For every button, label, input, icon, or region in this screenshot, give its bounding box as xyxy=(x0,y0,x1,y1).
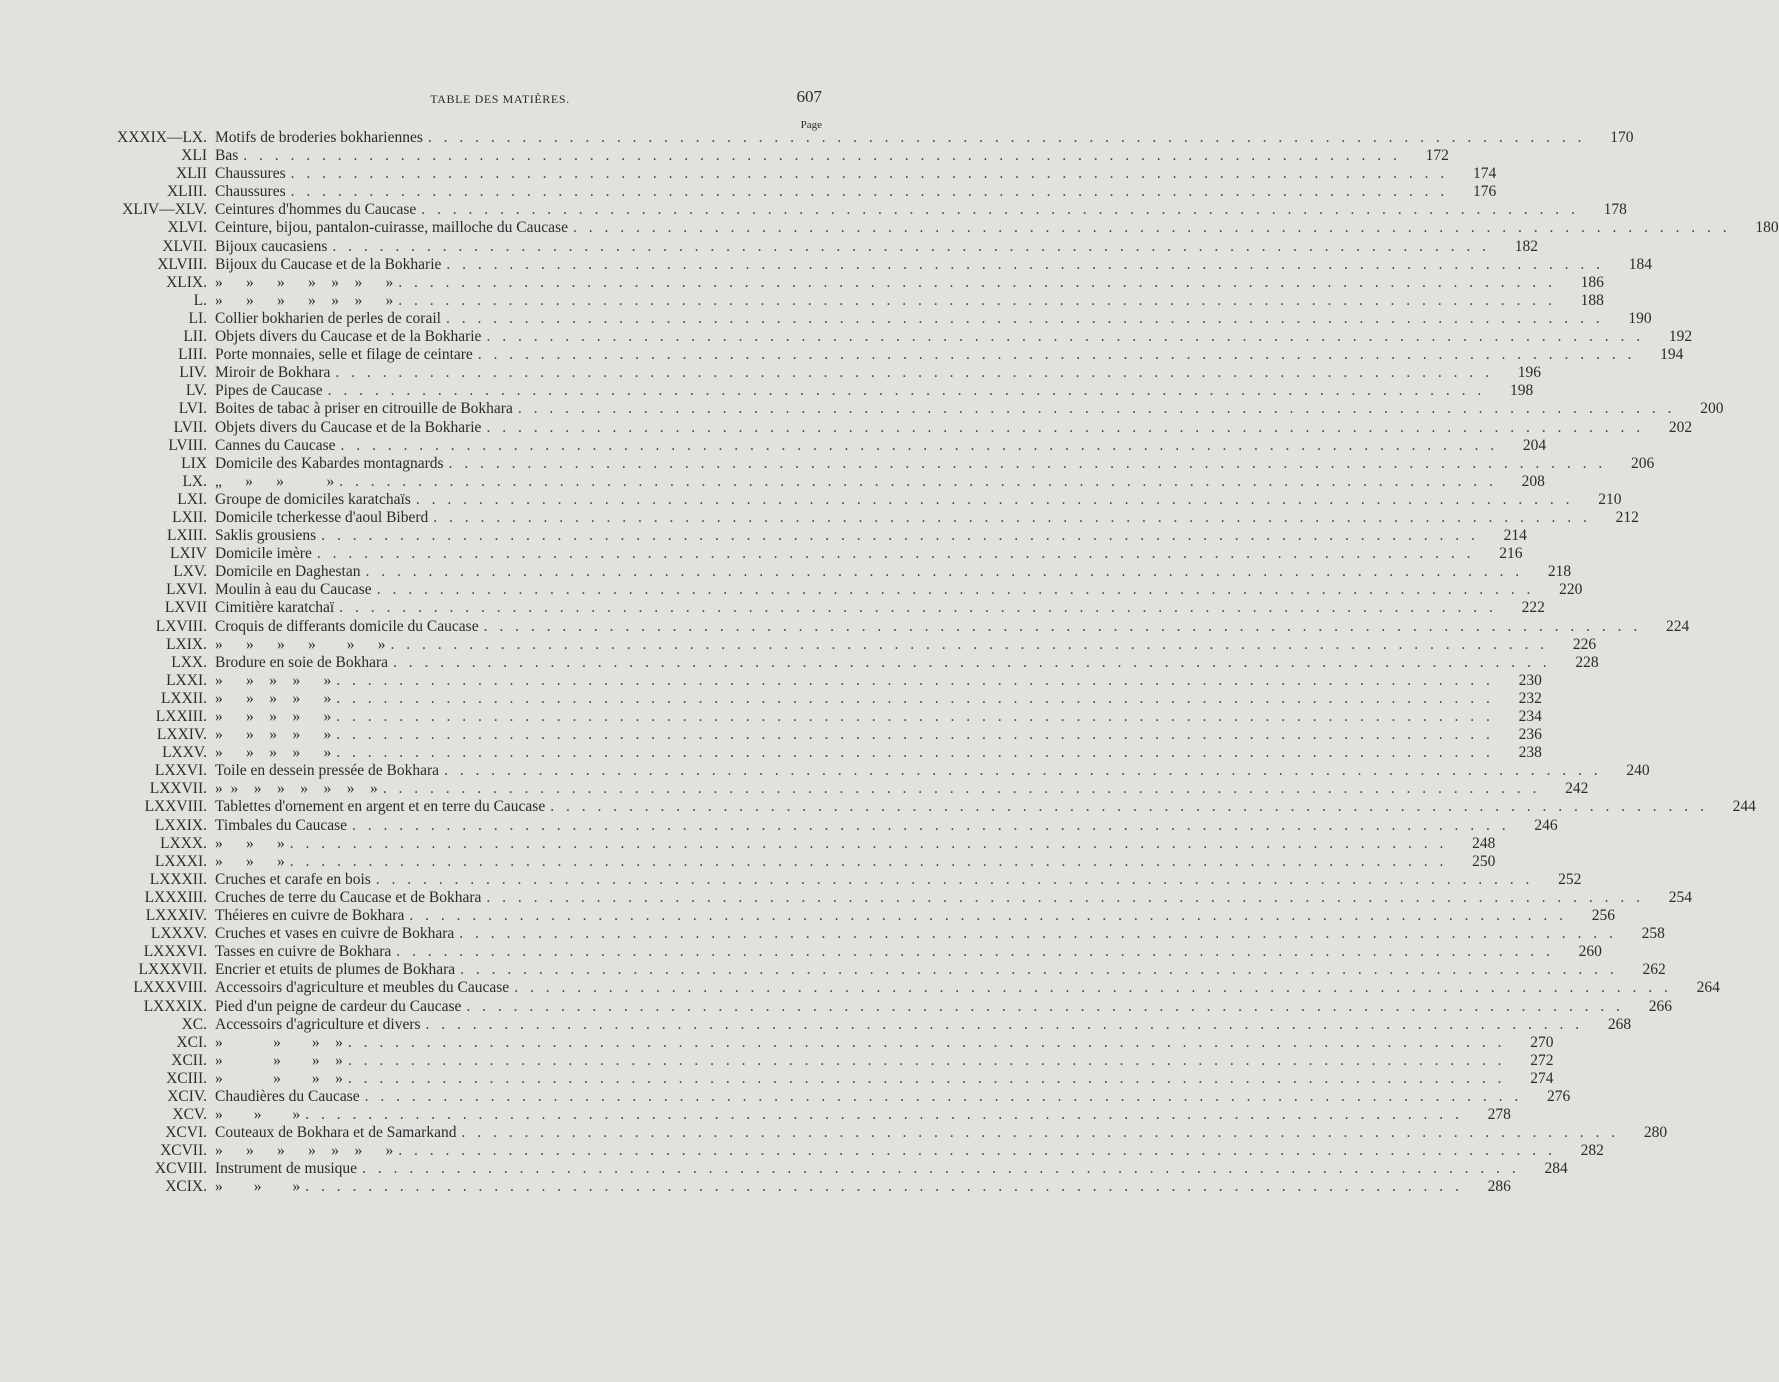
toc-entry xyxy=(100,961,1666,979)
entry-page-number: 272 xyxy=(1530,1051,1554,1069)
toc-entry xyxy=(100,708,1542,726)
entry-page-number: 170 xyxy=(1610,129,1634,146)
dot-leader: . . . . . . . . . . . . . . . . . . . . . . . . . . . . . . . . . . . . . . . . . . . . . . . . . . . . . . . . . . . . . . . . . . . . . . . . . . xyxy=(398,1142,1556,1160)
toc-entry xyxy=(100,1051,1554,1070)
entry-title: Ceintures d'hommes du Caucase xyxy=(215,201,417,219)
entry-title: Porte monnaies, selle et filage de ceintare xyxy=(215,346,473,364)
toc-entry xyxy=(100,726,1542,744)
plate-number: LXXIX. xyxy=(154,816,207,834)
entry-title: » » » xyxy=(215,1178,301,1196)
dot-leader: . . . . . . . . . . . . . . . . . . . . . . . . . . . . . . . . . . . . . . . . . . . . . . . . . . . . . . . . . . . . . . . . . . . . . . . . . . xyxy=(336,689,1494,707)
entry-title: Ceinture, bijou, pantalon-cuirasse, mailloche du Caucase xyxy=(215,219,568,237)
toc-entry xyxy=(100,328,1693,346)
entry-page-number: 186 xyxy=(1580,273,1604,291)
toc-entry xyxy=(100,870,1582,889)
entry-title: Accessoirs d'agriculture et divers xyxy=(215,1015,421,1033)
entry-title: Moulin à eau du Caucase xyxy=(215,581,372,599)
plate-number: LXXXV. xyxy=(150,925,207,943)
plate-number: LXXXI. xyxy=(154,852,207,870)
entry-title: » » » » » xyxy=(215,744,332,762)
plate-number: LXXV. xyxy=(162,744,207,762)
entry-title: Cannes du Caucase xyxy=(215,436,336,454)
toc-entry xyxy=(100,671,1542,690)
entry-page-number: 192 xyxy=(1668,328,1693,346)
plate-number: LXX. xyxy=(171,653,207,671)
plate-number: LXI. xyxy=(177,490,207,508)
entry-page-number: 282 xyxy=(1580,1142,1604,1160)
entry-page-number: 270 xyxy=(1530,1033,1554,1051)
toc-entry xyxy=(100,545,1523,563)
toc-entry xyxy=(100,364,1541,382)
toc-entry xyxy=(100,798,1756,816)
entry-title: Groupe de domiciles karatchaïs xyxy=(215,490,411,508)
entry-page-number: 240 xyxy=(1626,762,1650,780)
plate-number: LXIX. xyxy=(166,635,207,653)
plate-number: XLI xyxy=(181,147,207,165)
toc-entry xyxy=(100,689,1542,708)
dot-leader: . . . . . . . . . . . . . . . . . . . . . . . . . . . . . . . . . . . . . . . . . . . . . . . . . . . . . . . . . . . . . . . . . . . . . . . . . . xyxy=(336,726,1494,744)
entry-title: Bas xyxy=(215,147,239,165)
entry-title: Domicile tcherkesse d'aoul Biberd xyxy=(215,508,429,526)
entry-page-number: 204 xyxy=(1522,436,1547,454)
plate-number: LXXIV. xyxy=(156,726,207,744)
plate-number: XLII xyxy=(176,165,207,183)
toc-entry xyxy=(100,925,1665,943)
plate-number: LXXVIII. xyxy=(144,798,207,816)
entry-page-number: 228 xyxy=(1575,653,1599,671)
toc-entry xyxy=(100,527,1527,545)
dot-leader: . . . . . . . . . . . . . . . . . . . . . . . . . . . . . . . . . . . . . . . . . . . . . . . . . . . . . . . . . . . . . . . . . . . . . . . . . . xyxy=(352,816,1510,834)
entry-page-number: 242 xyxy=(1565,780,1589,798)
dot-leader: . . . . . . . . . . . . . . . . . . . . . . . . . . . . . . . . . . . . . . . . . . . . . . . . . . . . . . . . . . . . . . . . . . . . . . . . . . xyxy=(305,1106,1463,1124)
dot-leader: . . . . . . . . . . . . . . . . . . . . . . . . . . . . . . . . . . . . . . . . . . . . . . . . . . . . . . . . . . . . . . . . . . . . . . . . . . xyxy=(448,454,1607,472)
entry-title: Motifs de broderies bokhariennes xyxy=(215,129,423,146)
toc-entry xyxy=(100,816,1558,835)
toc-entry xyxy=(100,943,1602,961)
plate-number: LIII. xyxy=(178,346,207,364)
entry-page-number: 214 xyxy=(1503,527,1527,545)
dot-leader: . . . . . . . . . . . . . . . . . . . . . . . . . . . . . . . . . . . . . . . . . . . . . . . . . . . . . . . . . . . . . . . . . . . . . . . . . . xyxy=(477,346,1636,364)
entry-title: Cruches de terre du Caucase et de Bokhara xyxy=(215,888,482,906)
entry-page-number: 172 xyxy=(1425,147,1449,165)
entry-page-number: 194 xyxy=(1660,346,1684,364)
toc-entry xyxy=(100,599,1545,617)
plate-number: LXXII. xyxy=(160,689,207,707)
plate-number: LXXVI. xyxy=(154,762,207,780)
entry-title: Instrument de musique xyxy=(215,1160,358,1178)
dot-leader: . . . . . . . . . . . . . . . . . . . . . . . . . . . . . . . . . . . . . . . . . . . . . . . . . . . . . . . . . . . . . . . . . . . . . . . . . . xyxy=(460,961,1618,979)
plate-number: XLIII. xyxy=(166,183,207,201)
entry-title: Tablettes d'ornement en argent et en terre du Caucase xyxy=(215,798,546,816)
entry-page-number: 174 xyxy=(1472,165,1497,183)
entry-page-number: 232 xyxy=(1518,689,1542,707)
entry-title: Objets divers du Caucase et de la Bokharie xyxy=(215,328,482,346)
plate-number: LXXXII. xyxy=(149,870,207,888)
dot-leader: . . . . . . . . . . . . . . . . . . . . . . . . . . . . . . . . . . . . . . . . . . . . . . . . . . . . . . . . . . . . . . . . . . . . . . . . . . xyxy=(444,762,1602,780)
entry-title: » » » xyxy=(215,852,285,870)
plate-number: LXV. xyxy=(173,563,207,581)
entry-title: Encrier et etuits de plumes de Bokhara xyxy=(215,961,456,979)
toc-entry xyxy=(100,418,1693,437)
entry-title: » » » » » » » xyxy=(215,291,394,309)
dot-leader: . . . . . . . . . . . . . . . . . . . . . . . . . . . . . . . . . . . . . . . . . . . . . . . . . . . . . . . . . . . . . . . . . . . . . . . . . . xyxy=(514,979,1672,997)
plate-number: LXXI. xyxy=(166,671,207,689)
toc-entry xyxy=(100,997,1673,1016)
entry-title: Saklis grousiens xyxy=(215,527,317,545)
toc-entry xyxy=(100,744,1542,762)
toc-entry xyxy=(100,1015,1632,1034)
plate-number: LXIII. xyxy=(166,527,207,545)
toc-entry xyxy=(100,291,1604,310)
toc-entry xyxy=(100,762,1650,780)
toc-entry xyxy=(100,219,1779,237)
dot-leader: . . . . . . . . . . . . . . . . . . . . . . . . . . . . . . . . . . . . . . . . . . . . . . . . . . . . . . . . . . . . . . . . . . . . . . . . . . xyxy=(347,1051,1506,1069)
toc-entry xyxy=(100,834,1496,853)
toc-entry xyxy=(100,780,1589,798)
plate-number: LVII. xyxy=(173,418,207,436)
dot-leader: . . . . . . . . . . . . . . . . . . . . . . . . . . . . . . . . . . . . . . . . . . . . . . . . . . . . . . . . . . . . . . . . . . . . . . . . . . xyxy=(332,237,1490,255)
plate-number: XCIII. xyxy=(166,1069,207,1087)
entry-title: » » » xyxy=(215,1106,301,1124)
dot-leader: . . . . . . . . . . . . . . . . . . . . . . . . . . . . . . . . . . . . . . . . . . . . . . . . . . . . . . . . . . . . . . . . . . . . . . . . . . xyxy=(398,273,1556,291)
dot-leader: . . . . . . . . . . . . . . . . . . . . . . . . . . . . . . . . . . . . . . . . . . . . . . . . . . . . . . . . . . . . . . . . . . . . . . . . . . xyxy=(365,563,1524,581)
table-of-contents xyxy=(100,129,1779,1197)
plate-number: LII. xyxy=(183,328,207,346)
entry-title: Domicile des Kabardes montagnards xyxy=(215,454,444,472)
toc-entry xyxy=(100,1087,1571,1106)
dot-leader: . . . . . . . . . . . . . . . . . . . . . . . . . . . . . . . . . . . . . . . . . . . . . . . . . . . . . . . . . . . . . . . . . . . . . . . . . . xyxy=(517,400,1676,418)
page-number: 607 xyxy=(796,87,822,106)
toc-entry xyxy=(100,201,1627,219)
plate-number: LXVI. xyxy=(166,581,207,599)
entry-title: » » » » » » » xyxy=(215,273,394,291)
plate-number: LV. xyxy=(185,382,207,400)
entry-page-number: 252 xyxy=(1558,870,1582,888)
dot-leader: . . . . . . . . . . . . . . . . . . . . . . . . . . . . . . . . . . . . . . . . . . . . . . . . . . . . . . . . . . . . . . . . . . . . . . . . . . xyxy=(289,834,1448,852)
toc-entry xyxy=(100,581,1583,599)
dot-leader: . . . . . . . . . . . . . . . . . . . . . . . . . . . . . . . . . . . . . . . . . . . . . . . . . . . . . . . . . . . . . . . . . . . . . . . . . . xyxy=(461,1124,1620,1142)
dot-leader: . . . . . . . . . . . . . . . . . . . . . . . . . . . . . . . . . . . . . . . . . . . . . . . . . . . . . . . . . . . . . . . . . . . . . . . . . . xyxy=(572,219,1731,237)
toc-entry xyxy=(100,454,1655,473)
dot-leader: . . . . . . . . . . . . . . . . . . . . . . . . . . . . . . . . . . . . . . . . . . . . . . . . . . . . . . . . . . . . . . . . . . . . . . . . . . xyxy=(550,798,1708,816)
entry-title: » » » » » xyxy=(215,708,332,725)
entry-title: Bijoux caucasiens xyxy=(215,237,328,255)
entry-title: Pipes de Caucase xyxy=(215,382,323,400)
dot-leader: . . . . . . . . . . . . . . . . . . . . . . . . . . . . . . . . . . . . . . . . . . . . . . . . . . . . . . . . . . . . . . . . . . . . . . . . . . xyxy=(336,744,1494,762)
entry-page-number: 278 xyxy=(1487,1106,1511,1124)
entry-page-number: 280 xyxy=(1643,1124,1668,1142)
entry-page-number: 234 xyxy=(1518,708,1542,725)
entry-title: Domicile en Daghestan xyxy=(215,563,361,581)
dot-leader: . . . . . . . . . . . . . . . . . . . . . . . . . . . . . . . . . . . . . . . . . . . . . . . . . . . . . . . . . . . . . . . . . . . . . . . . . . xyxy=(376,581,1535,599)
entry-page-number: 184 xyxy=(1628,255,1653,273)
entry-title: Brodure en soie de Bokhara xyxy=(215,653,389,671)
toc-entry xyxy=(100,1033,1554,1052)
toc-entry xyxy=(100,400,1724,418)
entry-title: » » » » » xyxy=(215,726,332,744)
entry-page-number: 190 xyxy=(1628,309,1652,327)
dot-leader: . . . . . . . . . . . . . . . . . . . . . . . . . . . . . . . . . . . . . . . . . . . . . . . . . . . . . . . . . . . . . . . . . . . . . . . . . . xyxy=(290,165,1449,183)
entry-page-number: 256 xyxy=(1591,907,1615,925)
plate-number: LX. xyxy=(182,472,207,490)
toc-entry xyxy=(100,1160,1568,1178)
dot-leader: . . . . . . . . . . . . . . . . . . . . . . . . . . . . . . . . . . . . . . . . . . . . . . . . . . . . . . . . . . . . . . . . . . . . . . . . . . xyxy=(486,888,1645,906)
toc-entry xyxy=(100,255,1653,274)
entry-page-number: 274 xyxy=(1530,1069,1554,1087)
plate-number: XLIX. xyxy=(166,273,207,291)
plate-number: XCV. xyxy=(172,1106,207,1124)
entry-title: Chaussures xyxy=(215,183,286,201)
entry-page-number: 260 xyxy=(1578,943,1602,961)
entry-title: » » » » » » xyxy=(215,635,386,653)
entry-page-number: 200 xyxy=(1700,400,1724,418)
toc-entry xyxy=(100,1069,1554,1088)
entry-title: » » » » xyxy=(215,1069,343,1087)
plate-number: LXXXIV. xyxy=(145,907,207,925)
entry-title: Bijoux du Caucase et de la Bokharie xyxy=(215,255,442,273)
dot-leader: . . . . . . . . . . . . . . . . . . . . . . . . . . . . . . . . . . . . . . . . . . . . . . . . . . . . . . . . . . . . . . . . . . . . . . . . . . xyxy=(382,780,1541,798)
plate-number: LXXIII. xyxy=(155,708,207,725)
dot-leader: . . . . . . . . . . . . . . . . . . . . . . . . . . . . . . . . . . . . . . . . . . . . . . . . . . . . . . . . . . . . . . . . . . . . . . . . . . xyxy=(393,653,1551,671)
dot-leader: . . . . . . . . . . . . . . . . . . . . . . . . . . . . . . . . . . . . . . . . . . . . . . . . . . . . . . . . . . . . . . . . . . . . . . . . . . xyxy=(396,943,1554,961)
dot-leader: . . . . . . . . . . . . . . . . . . . . . . . . . . . . . . . . . . . . . . . . . . . . . . . . . . . . . . . . . . . . . . . . . . . . . . . . . . xyxy=(340,436,1499,454)
entry-page-number: 254 xyxy=(1668,888,1693,906)
entry-title: „ » » » xyxy=(215,472,335,490)
dot-leader: . . . . . . . . . . . . . . . . . . . . . . . . . . . . . . . . . . . . . . . . . . . . . . . . . . . . . . . . . . . . . . . . . . . . . . . . . . xyxy=(466,997,1625,1015)
plate-number: XCIV. xyxy=(167,1087,207,1105)
page-column-label: Page xyxy=(800,119,822,131)
dot-leader: . . . . . . . . . . . . . . . . . . . . . . . . . . . . . . . . . . . . . . . . . . . . . . . . . . . . . . . . . . . . . . . . . . . . . . . . . . xyxy=(362,1160,1520,1178)
entry-page-number: 180 xyxy=(1755,219,1779,237)
dot-leader: . . . . . . . . . . . . . . . . . . . . . . . . . . . . . . . . . . . . . . . . . . . . . . . . . . . . . . . . . . . . . . . . . . . . . . . . . . xyxy=(289,852,1448,870)
entry-title: Toile en dessein pressée de Bokhara xyxy=(215,762,440,780)
toc-entry xyxy=(100,309,1652,328)
entry-title: Collier bokharien de perles de corail xyxy=(215,309,441,327)
plate-number: XCVI. xyxy=(165,1124,207,1142)
entry-title: Cruches et carafe en bois xyxy=(215,870,371,888)
dot-leader: . . . . . . . . . . . . . . . . . . . . . . . . . . . . . . . . . . . . . . . . . . . . . . . . . . . . . . . . . . . . . . . . . . . . . . . . . . xyxy=(459,925,1617,943)
entry-page-number: 230 xyxy=(1518,671,1542,689)
entry-page-number: 244 xyxy=(1732,798,1756,816)
entry-title: Chaussures xyxy=(215,165,286,183)
plate-number: LXXX. xyxy=(160,834,207,852)
plate-number: XCVII. xyxy=(160,1142,207,1160)
entry-page-number: 236 xyxy=(1518,726,1542,744)
toc-entry xyxy=(100,617,1690,636)
entry-title: Boites de tabac à priser en citrouille de Bokhara xyxy=(215,400,513,418)
toc-entry xyxy=(100,635,1597,654)
dot-leader: . . . . . . . . . . . . . . . . . . . . . . . . . . . . . . . . . . . . . . . . . . . . . . . . . . . . . . . . . . . . . . . . . . . . . . . . . . xyxy=(290,183,1449,201)
toc-entry xyxy=(100,183,1497,201)
dot-leader: . . . . . . . . . . . . . . . . . . . . . . . . . . . . . . . . . . . . . . . . . . . . . . . . . . . . . . . . . . . . . . . . . . . . . . . . . . xyxy=(336,708,1494,725)
entry-title: Accessoirs d'agriculture et meubles du Caucase xyxy=(215,979,510,997)
entry-page-number: 226 xyxy=(1572,635,1597,653)
toc-entry xyxy=(100,490,1622,509)
entry-page-number: 206 xyxy=(1630,454,1655,472)
toc-entry xyxy=(100,346,1684,364)
entry-page-number: 258 xyxy=(1641,925,1665,943)
entry-title: Chaudières du Caucase xyxy=(215,1087,360,1105)
entry-title: » » » » » » » xyxy=(215,1142,394,1160)
plate-number: XLIV—XLV. xyxy=(122,201,207,219)
plate-number: LXVII xyxy=(164,599,207,617)
entry-title: Timbales du Caucase xyxy=(215,816,348,834)
plate-number: LIX xyxy=(181,454,207,472)
toc-entry xyxy=(100,237,1538,256)
plate-number: LXVIII. xyxy=(155,617,207,635)
toc-entry xyxy=(100,1106,1511,1124)
dot-leader: . . . . . . . . . . . . . . . . . . . . . . . . . . . . . . . . . . . . . . . . . . . . . . . . . . . . . . . . . . . . . . . . . . . . . . . . . . xyxy=(486,418,1645,436)
plate-number: LVIII. xyxy=(168,436,207,454)
plate-number: XCIX. xyxy=(165,1178,207,1196)
plate-number: LXXXIX. xyxy=(143,997,207,1015)
entry-page-number: 262 xyxy=(1642,961,1666,979)
toc-entry xyxy=(100,147,1449,165)
toc-entry xyxy=(100,979,1720,997)
dot-leader: . . . . . . . . . . . . . . . . . . . . . . . . . . . . . . . . . . . . . . . . . . . . . . . . . . . . . . . . . . . . . . . . . . . . . . . . . . xyxy=(446,255,1605,273)
toc-entry xyxy=(100,273,1604,292)
dot-leader: . . . . . . . . . . . . . . . . . . . . . . . . . . . . . . . . . . . . . . . . . . . . . . . . . . . . . . . . . . . . . . . . . . . . . . . . . . xyxy=(409,907,1567,925)
entry-title: Cruches et vases en cuivre de Bokhara xyxy=(215,925,455,943)
dot-leader: . . . . . . . . . . . . . . . . . . . . . . . . . . . . . . . . . . . . . . . . . . . . . . . . . . . . . . . . . . . . . . . . . . . . . . . . . . xyxy=(375,870,1534,888)
entry-page-number: 264 xyxy=(1696,979,1720,997)
entry-page-number: 196 xyxy=(1517,364,1541,382)
plate-number: XLVI. xyxy=(167,219,207,237)
dot-leader: . . . . . . . . . . . . . . . . . . . . . . . . . . . . . . . . . . . . . . . . . . . . . . . . . . . . . . . . . . . . . . . . . . . . . . . . . . xyxy=(433,508,1591,526)
plate-number: LVI. xyxy=(178,400,207,418)
entry-page-number: 208 xyxy=(1521,472,1545,490)
plate-number: LXIV xyxy=(169,545,207,563)
dot-leader: . . . . . . . . . . . . . . . . . . . . . . . . . . . . . . . . . . . . . . . . . . . . . . . . . . . . . . . . . . . . . . . . . . . . . . . . . . xyxy=(305,1178,1463,1196)
dot-leader: . . . . . . . . . . . . . . . . . . . . . . . . . . . . . . . . . . . . . . . . . . . . . . . . . . . . . . . . . . . . . . . . . . . . . . . . . . xyxy=(316,545,1475,563)
dot-leader: . . . . . . . . . . . . . . . . . . . . . . . . . . . . . . . . . . . . . . . . . . . . . . . . . . . . . . . . . . . . . . . . . . . . . . . . . . xyxy=(243,147,1401,165)
plate-number: LXXXVIII. xyxy=(133,979,207,997)
dot-leader: . . . . . . . . . . . . . . . . . . . . . . . . . . . . . . . . . . . . . . . . . . . . . . . . . . . . . . . . . . . . . . . . . . . . . . . . . . xyxy=(425,1015,1584,1033)
entry-page-number: 178 xyxy=(1603,201,1627,219)
dot-leader: . . . . . . . . . . . . . . . . . . . . . . . . . . . . . . . . . . . . . . . . . . . . . . . . . . . . . . . . . . . . . . . . . . . . . . . . . . xyxy=(398,291,1556,309)
entry-title: Couteaux de Bokhara et de Samarkand xyxy=(215,1124,457,1142)
entry-page-number: 284 xyxy=(1544,1160,1568,1178)
entry-title: » » » » » » » » xyxy=(215,780,378,798)
toc-entry xyxy=(100,129,1634,147)
plate-number: XCVIII. xyxy=(154,1160,207,1178)
plate-number: XXXIX—LX. xyxy=(117,129,207,146)
entry-title: Pied d'un peigne de cardeur du Caucase xyxy=(215,997,462,1015)
entry-page-number: 176 xyxy=(1472,183,1497,201)
dot-leader: . . . . . . . . . . . . . . . . . . . . . . . . . . . . . . . . . . . . . . . . . . . . . . . . . . . . . . . . . . . . . . . . . . . . . . . . . . xyxy=(415,490,1574,508)
entry-title: » » » » xyxy=(215,1033,343,1051)
toc-entry xyxy=(100,653,1599,672)
entry-page-number: 268 xyxy=(1607,1015,1632,1033)
entry-page-number: 246 xyxy=(1534,816,1558,834)
entry-page-number: 198 xyxy=(1509,382,1534,400)
entry-page-number: 182 xyxy=(1514,237,1538,255)
toc-entry xyxy=(100,508,1639,527)
entry-page-number: 220 xyxy=(1559,581,1583,599)
entry-title: Objets divers du Caucase et de la Bokharie xyxy=(215,418,482,436)
plate-number: XLVIII. xyxy=(157,255,207,273)
entry-page-number: 222 xyxy=(1521,599,1545,617)
plate-number: L. xyxy=(193,291,207,309)
toc-entry xyxy=(100,1178,1511,1196)
dot-leader: . . . . . . . . . . . . . . . . . . . . . . . . . . . . . . . . . . . . . . . . . . . . . . . . . . . . . . . . . . . . . . . . . . . . . . . . . . xyxy=(486,328,1645,346)
entry-title: Tasses en cuivre de Bokhara xyxy=(215,943,392,961)
dot-leader: . . . . . . . . . . . . . . . . . . . . . . . . . . . . . . . . . . . . . . . . . . . . . . . . . . . . . . . . . . . . . . . . . . . . . . . . . . xyxy=(427,129,1586,146)
entry-title: Théieres en cuivre de Bokhara xyxy=(215,907,405,925)
entry-page-number: 224 xyxy=(1665,617,1690,635)
toc-entry xyxy=(100,436,1547,455)
dot-leader: . . . . . . . . . . . . . . . . . . . . . . . . . . . . . . . . . . . . . . . . . . . . . . . . . . . . . . . . . . . . . . . . . . . . . . . . . . xyxy=(327,382,1486,400)
plate-number: XCII. xyxy=(171,1051,207,1069)
dot-leader: . . . . . . . . . . . . . . . . . . . . . . . . . . . . . . . . . . . . . . . . . . . . . . . . . . . . . . . . . . . . . . . . . . . . . . . . . . xyxy=(335,364,1493,382)
entry-page-number: 266 xyxy=(1648,997,1673,1015)
toc-entry xyxy=(100,165,1497,183)
entry-page-number: 238 xyxy=(1518,744,1542,762)
toc-entry xyxy=(100,888,1693,907)
entry-title: » » » xyxy=(215,834,285,852)
toc-entry xyxy=(100,472,1545,491)
dot-leader: . . . . . . . . . . . . . . . . . . . . . . . . . . . . . . . . . . . . . . . . . . . . . . . . . . . . . . . . . . . . . . . . . . . . . . . . . . xyxy=(347,1033,1506,1051)
dot-leader: . . . . . . . . . . . . . . . . . . . . . . . . . . . . . . . . . . . . . . . . . . . . . . . . . . . . . . . . . . . . . . . . . . . . . . . . . . xyxy=(421,201,1579,219)
entry-title: » » » » » xyxy=(215,689,332,707)
dot-leader: . . . . . . . . . . . . . . . . . . . . . . . . . . . . . . . . . . . . . . . . . . . . . . . . . . . . . . . . . . . . . . . . . . . . . . . . . . xyxy=(364,1087,1523,1105)
toc-entry xyxy=(100,1142,1604,1160)
toc-entry xyxy=(100,382,1534,400)
entry-page-number: 188 xyxy=(1580,291,1604,309)
plate-number: XCI. xyxy=(176,1033,207,1051)
entry-page-number: 218 xyxy=(1547,563,1572,581)
plate-number: LXXXVI. xyxy=(143,943,207,961)
dot-leader: . . . . . . . . . . . . . . . . . . . . . . . . . . . . . . . . . . . . . . . . . . . . . . . . . . . . . . . . . . . . . . . . . . . . . . . . . . xyxy=(339,599,1497,617)
dot-leader: . . . . . . . . . . . . . . . . . . . . . . . . . . . . . . . . . . . . . . . . . . . . . . . . . . . . . . . . . . . . . . . . . . . . . . . . . . xyxy=(321,527,1479,545)
entry-title: Miroir de Bokhara xyxy=(215,364,331,382)
dot-leader: . . . . . . . . . . . . . . . . . . . . . . . . . . . . . . . . . . . . . . . . . . . . . . . . . . . . . . . . . . . . . . . . . . . . . . . . . . xyxy=(483,617,1642,635)
entry-title: Domicile imère xyxy=(215,545,312,563)
toc-entry xyxy=(100,563,1572,581)
entry-page-number: 216 xyxy=(1499,545,1523,563)
running-title: TABLE DES MATIÈRES. xyxy=(430,92,570,106)
dot-leader: . . . . . . . . . . . . . . . . . . . . . . . . . . . . . . . . . . . . . . . . . . . . . . . . . . . . . . . . . . . . . . . . . . . . . . . . . . xyxy=(336,671,1494,689)
plate-number: LIV. xyxy=(179,364,207,382)
dot-leader: . . . . . . . . . . . . . . . . . . . . . . . . . . . . . . . . . . . . . . . . . . . . . . . . . . . . . . . . . . . . . . . . . . . . . . . . . . xyxy=(347,1069,1506,1087)
plate-number: XLVII. xyxy=(162,237,207,255)
toc-entry xyxy=(100,907,1615,925)
plate-number: LXXXVII. xyxy=(138,961,207,979)
plate-number: LXXVII. xyxy=(149,780,207,798)
dot-leader: . . . . . . . . . . . . . . . . . . . . . . . . . . . . . . . . . . . . . . . . . . . . . . . . . . . . . . . . . . . . . . . . . . . . . . . . . . xyxy=(339,472,1497,490)
plate-number: LXII. xyxy=(172,508,207,526)
entry-page-number: 202 xyxy=(1668,418,1693,436)
entry-page-number: 210 xyxy=(1598,490,1622,508)
dot-leader: . . . . . . . . . . . . . . . . . . . . . . . . . . . . . . . . . . . . . . . . . . . . . . . . . . . . . . . . . . . . . . . . . . . . . . . . . . xyxy=(445,309,1604,327)
entry-title: » » » » xyxy=(215,1051,343,1069)
plate-number: LXXXIII. xyxy=(144,888,207,906)
plate-number: LI. xyxy=(188,309,207,327)
entry-page-number: 250 xyxy=(1472,852,1496,870)
entry-title: Cimitière karatchaï xyxy=(215,599,335,617)
entry-page-number: 248 xyxy=(1472,834,1496,852)
entry-page-number: 276 xyxy=(1547,1087,1571,1105)
toc-entry xyxy=(100,852,1496,871)
toc-entry xyxy=(100,1124,1668,1142)
entry-title: » » » » » xyxy=(215,671,332,689)
entry-page-number: 212 xyxy=(1615,508,1639,526)
plate-number: XC. xyxy=(181,1015,207,1033)
dot-leader: . . . . . . . . . . . . . . . . . . . . . . . . . . . . . . . . . . . . . . . . . . . . . . . . . . . . . . . . . . . . . . . . . . . . . . . . . . xyxy=(390,635,1549,653)
entry-title: Croquis de differants domicile du Caucase xyxy=(215,617,479,635)
entry-page-number: 286 xyxy=(1487,1178,1511,1196)
